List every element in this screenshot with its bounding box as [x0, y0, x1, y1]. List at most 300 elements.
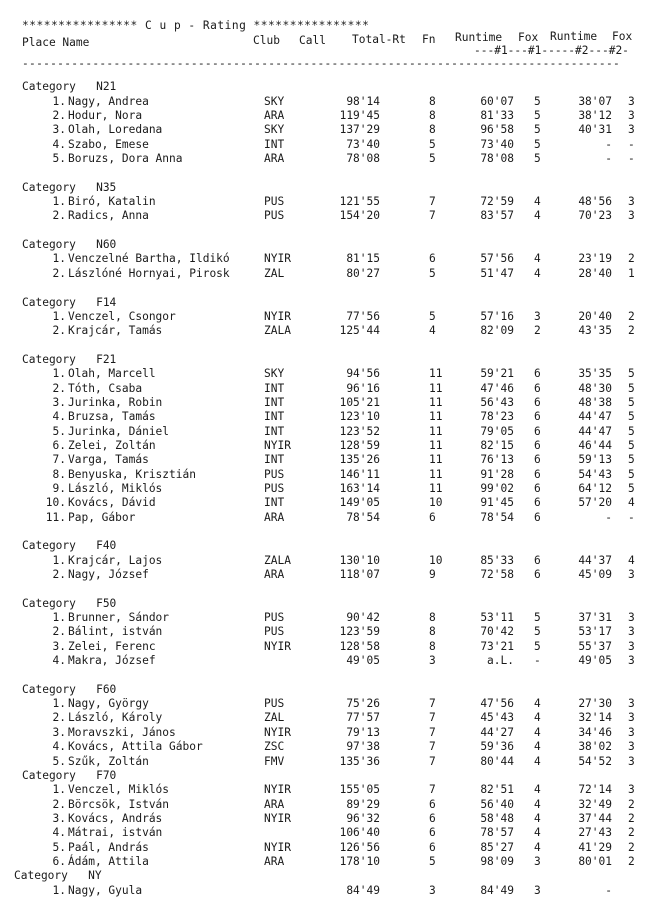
spacer-row [0, 668, 656, 682]
fox-round-2: 2 [628, 826, 635, 840]
found-count: 5 [429, 854, 436, 868]
total-runtime: 78'08 [346, 152, 380, 166]
competitor-name: Jurinka, Robin [68, 395, 163, 409]
found-count: 8 [429, 639, 436, 653]
place-number: 2. [52, 324, 66, 338]
club-code: NYIR [264, 840, 291, 854]
runtime-round-2: 44'47 [578, 424, 612, 438]
runtime-round-1: 85'33 [480, 553, 514, 567]
runtime-round-1: 72'58 [480, 568, 514, 582]
result-row [0, 812, 656, 826]
place-number: 11. [45, 510, 66, 524]
result-row [0, 884, 656, 898]
fox-round-2: 4 [628, 496, 635, 510]
club-code: ARA [264, 152, 285, 166]
place-number: 2. [52, 109, 66, 123]
club-code: ARA [264, 568, 285, 582]
header-runtime-2: Runtime [550, 30, 598, 43]
found-count: 6 [429, 840, 436, 854]
competitor-name: Krajcár, Lajos [68, 553, 163, 567]
place-number: 1. [52, 94, 66, 108]
fox-round-2: 5 [628, 381, 635, 395]
place-number: 1. [52, 367, 66, 381]
fox-round-1: 4 [534, 826, 541, 840]
place-number: 1. [52, 883, 66, 897]
competitor-name: Hodur, Nora [68, 109, 143, 123]
competitor-name: Zelei, Zoltán [68, 438, 156, 452]
runtime-round-2: 27'43 [578, 826, 612, 840]
runtime-round-1: 73'40 [480, 137, 514, 151]
result-row [0, 310, 656, 324]
competitor-name: Nagy, Gyula [68, 883, 143, 897]
fox-round-2: 5 [628, 367, 635, 381]
club-code: ARA [264, 854, 285, 868]
place-number: 3. [52, 395, 66, 409]
fox-round-2: 3 [628, 611, 635, 625]
runtime-round-2: - [605, 152, 612, 166]
result-row [0, 367, 656, 381]
header-club: Club [253, 34, 280, 47]
category-label: Category NY [14, 869, 102, 883]
runtime-round-2: 48'38 [578, 395, 612, 409]
place-number: 4. [52, 826, 66, 840]
club-code: NYIR [264, 252, 291, 266]
fox-round-2: 2 [628, 811, 635, 825]
club-code: ZAL [264, 266, 285, 280]
result-row [0, 468, 656, 482]
club-code: ZALA [264, 553, 291, 567]
report-title: **************** C u p - Rating **************** [22, 19, 370, 32]
competitor-name: Ádám, Attila [68, 854, 149, 868]
place-number: 2. [52, 625, 66, 639]
competitor-name: Venczelné Bartha, Ildikó [68, 252, 230, 266]
fox-round-2: 3 [628, 654, 635, 668]
total-runtime: 137'29 [339, 123, 380, 137]
club-code: SKY [264, 123, 285, 137]
result-row [0, 783, 656, 797]
club-code: PUS [264, 209, 285, 223]
result-row [0, 611, 656, 625]
competitor-name: Nagy, György [68, 697, 149, 711]
competitor-name: László, Miklós [68, 481, 163, 495]
result-row [0, 511, 656, 525]
header-rule: ------------------------------------------------------------------------------------- [22, 57, 621, 70]
found-count: 7 [429, 740, 436, 754]
runtime-round-2: 49'05 [578, 654, 612, 668]
fox-round-1: 6 [534, 553, 541, 567]
runtime-round-1: 70'42 [480, 625, 514, 639]
fox-round-2: - [628, 137, 635, 151]
fox-round-1: 6 [534, 496, 541, 510]
found-count: 6 [429, 811, 436, 825]
competitor-name: Mátrai, istván [68, 826, 163, 840]
result-row [0, 195, 656, 209]
runtime-round-2: 32'49 [578, 797, 612, 811]
found-count: 8 [429, 123, 436, 137]
found-count: 10 [429, 553, 443, 567]
competitor-name: Benyuska, Krisztián [68, 467, 196, 481]
category-label: Category F70 [22, 768, 117, 782]
total-runtime: 118'07 [339, 568, 380, 582]
place-number: 5. [52, 152, 66, 166]
place-number: 3. [52, 123, 66, 137]
competitor-name: Olah, Marcell [68, 367, 156, 381]
runtime-round-2: 38'07 [578, 94, 612, 108]
fox-round-2: 3 [628, 123, 635, 137]
result-row [0, 755, 656, 769]
club-code: NYIR [264, 639, 291, 653]
category-heading [0, 80, 656, 94]
total-runtime: 154'20 [339, 209, 380, 223]
fox-round-2: 3 [628, 697, 635, 711]
club-code: NYIR [264, 725, 291, 739]
club-code: ZSC [264, 740, 285, 754]
runtime-round-1: 91'45 [480, 496, 514, 510]
runtime-round-1: 85'27 [480, 840, 514, 854]
found-count: 11 [429, 453, 443, 467]
total-runtime: 155'05 [339, 783, 380, 797]
place-number: 2. [52, 381, 66, 395]
category-label: Category F14 [22, 295, 117, 309]
fox-round-2: 3 [628, 740, 635, 754]
header-call: Call [299, 34, 326, 47]
competitor-name: Börcsök, István [68, 797, 170, 811]
runtime-round-1: 57'16 [480, 309, 514, 323]
result-row [0, 396, 656, 410]
total-runtime: 163'14 [339, 481, 380, 495]
fox-round-1: 6 [534, 510, 541, 524]
competitor-name: Szabo, Emese [68, 137, 149, 151]
spacer-row [0, 224, 656, 238]
header-fox-2: Fox [612, 30, 633, 43]
total-runtime: 125'44 [339, 324, 380, 338]
place-number: 3. [52, 811, 66, 825]
result-row [0, 496, 656, 510]
fox-round-2: 3 [628, 639, 635, 653]
result-row [0, 138, 656, 152]
runtime-round-1: 53'11 [480, 611, 514, 625]
result-row [0, 382, 656, 396]
category-label: Category F21 [22, 352, 117, 366]
club-code: PUS [264, 697, 285, 711]
fox-round-1: 6 [534, 568, 541, 582]
fox-round-1: - [534, 654, 541, 668]
runtime-round-2: 72'14 [578, 783, 612, 797]
competitor-name: Zelei, Ferenc [68, 639, 156, 653]
found-count: 10 [429, 496, 443, 510]
spacer-row [0, 582, 656, 596]
fox-round-2: 3 [628, 209, 635, 223]
runtime-round-2: 38'12 [578, 109, 612, 123]
result-row [0, 568, 656, 582]
runtime-round-1: 45'43 [480, 711, 514, 725]
header-fox-1: Fox [518, 31, 539, 44]
runtime-round-2: 35'35 [578, 367, 612, 381]
place-number: 4. [52, 137, 66, 151]
club-code: SKY [264, 94, 285, 108]
total-runtime: 149'05 [339, 496, 380, 510]
club-code: INT [264, 424, 285, 438]
runtime-round-1: 81'33 [480, 109, 514, 123]
fox-round-1: 6 [534, 381, 541, 395]
club-code: FMV [264, 754, 285, 768]
fox-round-1: 6 [534, 410, 541, 424]
found-count: 7 [429, 697, 436, 711]
category-heading [0, 869, 656, 883]
runtime-round-2: 54'43 [578, 467, 612, 481]
fox-round-2: 3 [628, 711, 635, 725]
total-runtime: 105'21 [339, 395, 380, 409]
runtime-round-2: 59'13 [578, 453, 612, 467]
total-runtime: 79'13 [346, 725, 380, 739]
competitor-name: Pap, Gábor [68, 510, 136, 524]
found-count: 3 [429, 654, 436, 668]
club-code: PUS [264, 467, 285, 481]
total-runtime: 73'40 [346, 137, 380, 151]
fox-round-1: 5 [534, 137, 541, 151]
runtime-round-2: 40'31 [578, 123, 612, 137]
place-number: 2. [52, 266, 66, 280]
club-code: INT [264, 381, 285, 395]
spacer-row [0, 166, 656, 180]
runtime-round-2: 23'19 [578, 252, 612, 266]
fox-round-2: 2 [628, 309, 635, 323]
club-code: ZAL [264, 711, 285, 725]
club-code: PUS [264, 195, 285, 209]
category-label: Category F60 [22, 682, 117, 696]
club-code: NYIR [264, 438, 291, 452]
fox-round-1: 6 [534, 395, 541, 409]
runtime-round-1: 78'57 [480, 826, 514, 840]
fox-round-1: 4 [534, 209, 541, 223]
runtime-round-2: - [605, 883, 612, 897]
fox-round-1: 5 [534, 123, 541, 137]
fox-round-1: 5 [534, 109, 541, 123]
club-code: NYIR [264, 811, 291, 825]
fox-round-2: 5 [628, 424, 635, 438]
found-count: 11 [429, 481, 443, 495]
competitor-name: Kovács, Dávid [68, 496, 156, 510]
total-runtime: 89'29 [346, 797, 380, 811]
result-row [0, 453, 656, 467]
total-runtime: 178'10 [339, 854, 380, 868]
fox-round-1: 3 [534, 854, 541, 868]
found-count: 7 [429, 725, 436, 739]
competitor-name: Olah, Loredana [68, 123, 163, 137]
category-label: Category F50 [22, 596, 117, 610]
runtime-round-1: 96'58 [480, 123, 514, 137]
fox-round-2: 2 [628, 840, 635, 854]
club-code: PUS [264, 611, 285, 625]
place-number: 4. [52, 740, 66, 754]
runtime-round-1: 57'56 [480, 252, 514, 266]
total-runtime: 128'59 [339, 438, 380, 452]
result-row [0, 697, 656, 711]
runtime-round-1: 78'54 [480, 510, 514, 524]
total-runtime: 123'59 [339, 625, 380, 639]
fox-round-2: - [628, 510, 635, 524]
place-number: 6. [52, 854, 66, 868]
fox-round-2: 5 [628, 410, 635, 424]
runtime-round-2: 45'09 [578, 568, 612, 582]
competitor-name: Kovács, András [68, 811, 163, 825]
runtime-round-2: 32'14 [578, 711, 612, 725]
place-number: 1. [52, 611, 66, 625]
fox-round-1: 4 [534, 266, 541, 280]
competitor-name: Radics, Anna [68, 209, 149, 223]
runtime-round-2: 20'40 [578, 309, 612, 323]
result-row [0, 267, 656, 281]
fox-round-1: 6 [534, 467, 541, 481]
fox-round-1: 4 [534, 797, 541, 811]
found-count: 7 [429, 209, 436, 223]
found-count: 6 [429, 252, 436, 266]
total-runtime: 96'32 [346, 811, 380, 825]
result-row [0, 324, 656, 338]
total-runtime: 77'56 [346, 309, 380, 323]
result-row [0, 252, 656, 266]
fox-round-1: 5 [534, 94, 541, 108]
competitor-name: Nagy, József [68, 568, 149, 582]
fox-round-1: 4 [534, 811, 541, 825]
runtime-round-1: 80'44 [480, 754, 514, 768]
fox-round-2: 3 [628, 568, 635, 582]
runtime-round-2: - [605, 510, 612, 524]
fox-round-2: 5 [628, 395, 635, 409]
total-runtime: 121'55 [339, 195, 380, 209]
runtime-round-2: 37'44 [578, 811, 612, 825]
result-row [0, 152, 656, 166]
competitor-name: Paál, András [68, 840, 149, 854]
category-label: Category F40 [22, 539, 117, 553]
runtime-round-2: 34'46 [578, 725, 612, 739]
found-count: 8 [429, 611, 436, 625]
runtime-round-1: 59'36 [480, 740, 514, 754]
runtime-round-2: 46'44 [578, 438, 612, 452]
runtime-round-2: 70'23 [578, 209, 612, 223]
fox-round-1: 4 [534, 783, 541, 797]
competitor-name: Makra, József [68, 654, 156, 668]
result-row [0, 855, 656, 869]
runtime-round-1: 56'40 [480, 797, 514, 811]
header-fn: Fn [422, 33, 436, 46]
runtime-round-1: 56'43 [480, 395, 514, 409]
total-runtime: 80'27 [346, 266, 380, 280]
place-number: 1. [52, 309, 66, 323]
runtime-round-1: 82'15 [480, 438, 514, 452]
header-round-numbers: ---#1---#1-----#2---#2- [474, 44, 629, 57]
found-count: 7 [429, 754, 436, 768]
found-count: 8 [429, 94, 436, 108]
fox-round-1: 5 [534, 152, 541, 166]
fox-round-2: 3 [628, 94, 635, 108]
place-number: 5. [52, 754, 66, 768]
runtime-round-1: 79'05 [480, 424, 514, 438]
result-row [0, 123, 656, 137]
fox-round-2: 1 [628, 266, 635, 280]
result-row [0, 826, 656, 840]
club-code: ZALA [264, 324, 291, 338]
competitor-name: Tóth, Csaba [68, 381, 143, 395]
club-code: SKY [264, 367, 285, 381]
category-heading [0, 597, 656, 611]
runtime-round-1: 72'59 [480, 195, 514, 209]
category-heading [0, 353, 656, 367]
runtime-round-2: 43'35 [578, 324, 612, 338]
found-count: 5 [429, 152, 436, 166]
fox-round-1: 4 [534, 740, 541, 754]
result-row [0, 95, 656, 109]
competitor-name: Bálint, istván [68, 625, 163, 639]
result-row [0, 625, 656, 639]
fox-round-1: 4 [534, 754, 541, 768]
result-row [0, 640, 656, 654]
competitor-name: Brunner, Sándor [68, 611, 170, 625]
competitor-name: László, Károly [68, 711, 163, 725]
fox-round-2: 5 [628, 438, 635, 452]
total-runtime: 130'10 [339, 553, 380, 567]
club-code: NYIR [264, 783, 291, 797]
total-runtime: 90'42 [346, 611, 380, 625]
total-runtime: 94'56 [346, 367, 380, 381]
runtime-round-2: 55'37 [578, 639, 612, 653]
runtime-round-2: - [605, 137, 612, 151]
place-number: 1. [52, 195, 66, 209]
club-code: INT [264, 410, 285, 424]
total-runtime: 135'26 [339, 453, 380, 467]
spacer-row [0, 66, 656, 80]
club-code: INT [264, 496, 285, 510]
found-count: 5 [429, 137, 436, 151]
total-runtime: 146'11 [339, 467, 380, 481]
result-row [0, 410, 656, 424]
place-number: 9. [52, 481, 66, 495]
competitor-name: Moravszki, János [68, 725, 176, 739]
result-row [0, 425, 656, 439]
runtime-round-2: 28'40 [578, 266, 612, 280]
found-count: 7 [429, 711, 436, 725]
result-row [0, 209, 656, 223]
fox-round-1: 4 [534, 725, 541, 739]
header-total-rt: Total-Rt [352, 33, 406, 46]
fox-round-1: 6 [534, 453, 541, 467]
fox-round-2: 5 [628, 453, 635, 467]
total-runtime: 126'56 [339, 840, 380, 854]
runtime-round-2: 44'47 [578, 410, 612, 424]
result-row [0, 439, 656, 453]
header-runtime-1: Runtime [455, 31, 503, 44]
competitor-name: Lászlóné Hornyai, Pirosk [68, 266, 230, 280]
total-runtime: 75'26 [346, 697, 380, 711]
runtime-round-1: 76'13 [480, 453, 514, 467]
result-row [0, 841, 656, 855]
runtime-round-2: 57'20 [578, 496, 612, 510]
fox-round-2: 3 [628, 625, 635, 639]
place-number: 10. [45, 496, 66, 510]
found-count: 5 [429, 266, 436, 280]
fox-round-2: 5 [628, 467, 635, 481]
fox-round-1: 4 [534, 840, 541, 854]
found-count: 5 [429, 309, 436, 323]
category-heading [0, 769, 656, 783]
result-row [0, 654, 656, 668]
place-number: 4. [52, 410, 66, 424]
club-code: INT [264, 137, 285, 151]
fox-round-1: 6 [534, 424, 541, 438]
runtime-round-2: 48'56 [578, 195, 612, 209]
total-runtime: 123'52 [339, 424, 380, 438]
fox-round-1: 5 [534, 639, 541, 653]
